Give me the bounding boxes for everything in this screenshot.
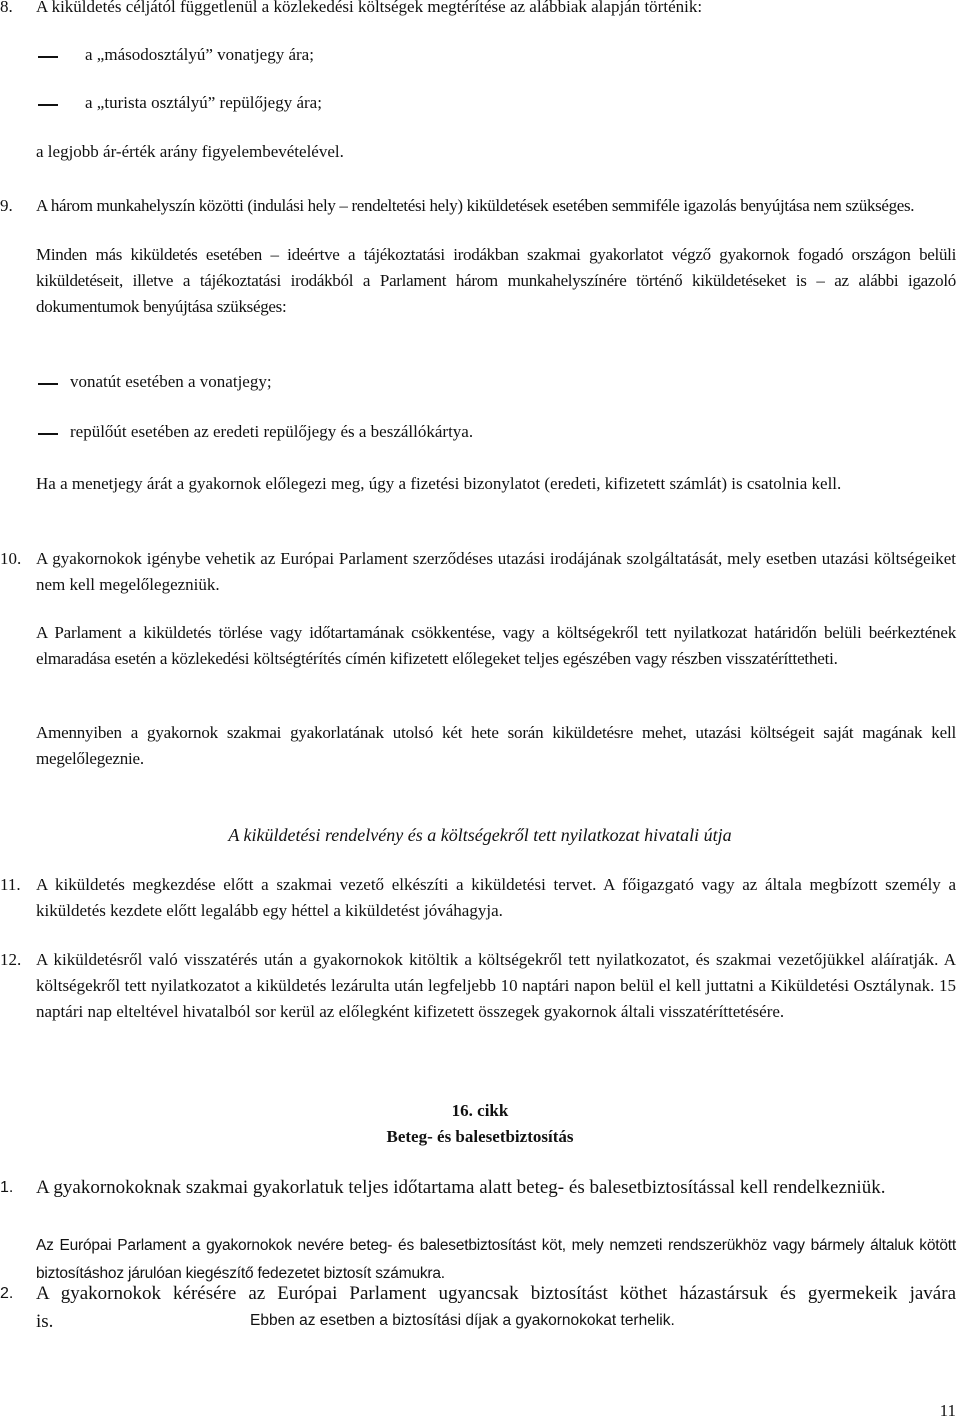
bullet-text: a „másodosztályú” vonatjegy ára; [85,45,314,64]
item-paragraph: Ha a menetjegy árát a gyakornok előlegezi meg, úgy a fizetési bizonylatot (eredeti, kifizetett számlát) is csatolnia kell. [36,474,842,493]
item-number: 11. [0,875,21,894]
item-continuation: Az Európai Parlament a gyakornokok nevére beteg- és balesetbiztosítást köt, mely nemzeti rendszerükhöz vagy bármely általuk kötött biztosításhoz járulóan kiegészítő fedezetet biztosít számukra. [36,1237,956,1282]
item-text: A gyakornokoknak szakmai gyakorlatuk teljes időtartama alatt beteg- és balesetbiztosítással kell rendelkezniük. [36,1177,886,1198]
article-title: Beteg- és balesetbiztosítás [386,1127,574,1146]
item-paragraph: Minden más kiküldetés esetében – ideértve a tájékoztatási irodákban szakmai gyakorlatot végző gyakornok fogadó országon belüli kiküldetéseit, illetve a tájékoztatási irodákból a Parlament három munkahelyszínére történő kiküldetéseket is – az alábbi igazoló dokumentumok benyújtása szükséges: [36,245,956,316]
article-number: 16. cikk [451,1101,509,1120]
item-number: 12. [0,950,22,969]
bullet-text: vonatút esetében a vonatjegy; [70,372,272,391]
item-text: A három munkahelyszín közötti (indulási hely – rendeltetési hely) kiküldetések esetében semmiféle igazolás benyújtása nem szükséges. [36,196,915,215]
item-number: 8. [0,0,13,16]
dash-bullet-icon [38,383,58,385]
item-text: A kiküldetés megkezdése előtt a szakmai vezető elkészíti a kiküldetési tervet. A főigazgató vagy az általa megbízott személy a kiküldetés kezdete előtt legalább egy héttel a kiküldetést jóváhagyja. [36,875,956,920]
dash-bullet-icon [38,433,58,435]
item-text: A kiküldetés céljától függetlenül a közlekedési költségek megtérítése az alábbiak alapján történik: [36,0,703,16]
item-text: A gyakornokok igénybe vehetik az Európai Parlament szerződéses utazási irodájának szolgáltatását, mely esetben utazási költségeiket nem kell megelőlegezniük. [36,549,956,594]
item-number: 10. [0,549,22,568]
item-number: 2. [0,1285,14,1302]
item-text: A kiküldetésről való visszatérés után a gyakornokok kitöltik a költségekről tett nyilatkozatot, és szakmai vezetőjükkel aláíratják. A költségekről tett nyilatkozatot a kiküldetés lezárulta után legfeljebb 10 naptári napon belül el kell juttatni a Kiküldetési Osztálynak. 15 naptári nap elteltével hivatalból sor kerül az előlegként kifizetett összegek gyakornok általi visszatéríttetésére. [36,950,956,1021]
bullet-text: repülőút esetében az eredeti repülőjegy és a beszállókártya. [70,422,474,441]
section-heading: A kiküldetési rendelvény és a költségekről tett nyilatkozat hivatali útja [228,825,732,845]
item-number: 9. [0,196,13,215]
item-paragraph: A Parlament a kiküldetés törlése vagy időtartamának csökkentése, vagy a költségekről tett nyilatkozat határidőn belüli beérkeztének elmaradása esetén a közlekedési költségtérítés címén kifizetett előlegeket teljes egészében vagy részben visszatéríttetheti. [36,623,956,668]
item-paragraph: Amennyiben a gyakornok szakmai gyakorlatának utolsó két hete során kiküldetésre mehet, utazási költségeit saját magának kell megelőlegeznie. [36,723,956,768]
item-tail-text: a legjobb ár-érték arány figyelembevételével. [36,142,344,161]
page-number: 11 [939,1401,956,1420]
dash-bullet-icon [38,104,58,106]
item-number: 1. [0,1179,14,1196]
item-text: A gyakornokok kérésére az Európai Parlament ugyancsak biztosítást köthet házastársuk és gyermekeik javára is. [36,1283,956,1332]
bullet-text: a „turista osztályú” repülőjegy ára; [85,93,322,112]
dash-bullet-icon [38,56,58,58]
item-continuation: Ebben az esetben a biztosítási díjak a gyakornokokat terhelik. [250,1312,675,1329]
